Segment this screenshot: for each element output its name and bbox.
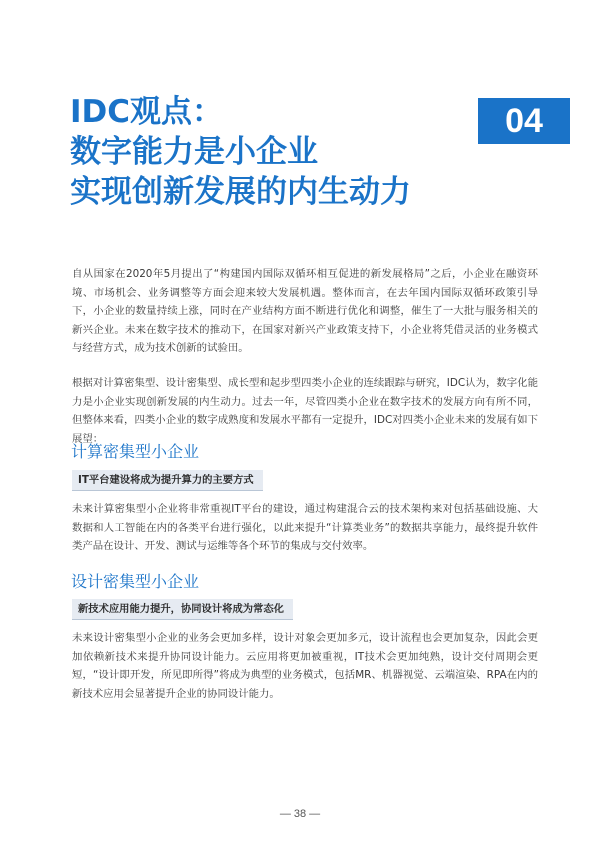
title-line-2: 数字能力是小企业	[70, 134, 318, 170]
chapter-number-badge: 04	[478, 98, 570, 144]
section-subheading-design: 新技术应用能力提升，协同设计将成为常态化	[72, 599, 293, 620]
page-title	[70, 92, 470, 212]
title-line-1: IDC观点：	[70, 94, 224, 130]
section-subheading-compute: IT平台建设将成为提升算力的主要方式	[72, 470, 263, 491]
section-body-design: 未来设计密集型小企业的业务会更加多样，设计对象会更加多元，设计流程也会更加复杂，因此会更加依赖新技术来提升协同设计能力。云应用将更加被重视，IT技术会更加纯熟，设计交付周期会更短，“设计即开发，所见即所得”将成为典型的业务模式，包括MR、机器视觉、云端渲染、RPA在内的新技术应用会显著提升企业的协同设计能力。	[72, 632, 538, 700]
section-heading-compute: 计算密集型小企业	[71, 442, 200, 461]
intro-paragraph-2: 根据对计算密集型、设计密集型、成长型和起步型四类小企业的连续跟踪与研究，IDC认为，数字化能力是小企业实现创新发展的内生动力。过去一年，尽管四类小企业在数字技术的发展方向有所不同，但整体来看，四类小企业的数字成熟度和发展水平都有一定提升，IDC对四类小企业未来的发展有如下展望：	[72, 377, 538, 445]
title-line-3: 实现创新发展的内生动力	[70, 174, 411, 210]
section-heading-design: 设计密集型小企业	[71, 572, 200, 591]
section-body-compute: 未来计算密集型小企业将非常重视IT平台的建设，通过构建混合云的技术架构来对包括基础设施、大数据和人工智能在内的各类平台进行强化，以此来提升“计算类业务”的数据共享能力，最终提升软件类产品在设计、开发、测试与运维等各个环节的集成与交付效率。	[72, 503, 538, 553]
page-number: — 38 —	[279, 808, 321, 820]
intro-paragraph-1: 自从国家在2020年5月提出了“构建国内国际双循环相互促进的新发展格局”之后，小企业在融资环境、市场机会、业务调整等方面会迎来较大发展机遇。整体而言，在去年国内国际双循环政策引导下，小企业的数量持续上涨，同时在产业结构方面不断进行优化和调整，催生了一大批与服务相关的新兴企业。未来在数字技术的推动下，在国家对新兴产业政策支持下，小企业将凭借灵活的业务模式与经营方式，成为技术创新的试验田。	[72, 268, 538, 355]
